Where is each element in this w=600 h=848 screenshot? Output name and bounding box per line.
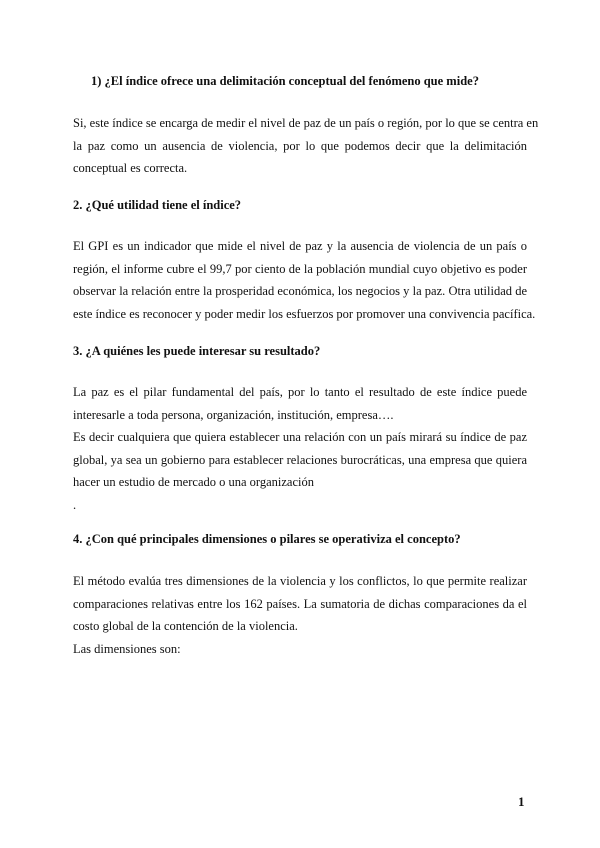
text-line: comparaciones relativas entre los 162 países. La sumatoria de dichas comparaciones da el — [73, 596, 527, 611]
section-3-paragraph — [73, 381, 527, 516]
text-line: región, el informe cubre el 99,7 por ciento de la población mundial cuyo objetivo es poder — [73, 261, 527, 276]
section-2-paragraph — [73, 235, 536, 325]
section-4-heading: 4. ¿Con qué principales dimensiones o pilares se operativiza el concepto? — [73, 532, 461, 546]
text-line: este índice es reconocer y poder medir los esfuerzos por promover una convivencia pacífica. — [73, 306, 536, 321]
section-1-heading: 1) ¿El índice ofrece una delimitación conceptual del fenómeno que mide? — [91, 74, 479, 88]
text-line: observar la relación entre la prosperidad económica, los negocios y la paz. Otra utilidad de — [73, 284, 527, 298]
section-4-paragraph — [73, 570, 527, 660]
text-line: Si, este índice se encarga de medir el nivel de paz de un país o región, por lo que se centra en — [73, 116, 539, 130]
text-line: interesarle a toda persona, organización, institución, empresa…. — [73, 407, 394, 422]
text-line: La paz es el pilar fundamental del país, por lo tanto el resultado de este índice puede — [73, 385, 527, 399]
section-2-heading: 2. ¿Qué utilidad tiene el índice? — [73, 198, 242, 212]
text-line: El GPI es un indicador que mide el nivel de paz y la ausencia de violencia de un país o — [73, 239, 527, 253]
text-line: Las dimensiones son: — [73, 641, 181, 656]
text-line: global, ya sea un gobierno para establecer relaciones burocráticas, una empresa que quiera — [73, 452, 527, 467]
section-1-paragraph — [73, 112, 539, 180]
page-number: 1 — [518, 794, 525, 809]
section-3-heading: 3. ¿A quiénes les puede interesar su resultado? — [73, 344, 321, 358]
text-line: Es decir cualquiera que quiera establecer una relación con un país mirará su índice de paz — [73, 430, 527, 444]
text-line: El método evalúa tres dimensiones de la violencia y los conflictos, lo que permite realizar — [73, 574, 527, 588]
text-line: . — [73, 497, 77, 512]
text-line: la paz como un ausencia de violencia, por lo que podemos decir que la delimitación — [73, 138, 527, 153]
text-line: conceptual es correcta. — [73, 161, 188, 175]
text-line: costo global de la contención de la violencia. — [73, 619, 298, 633]
text-line: hacer un estudio de mercado o una organización — [73, 475, 314, 489]
